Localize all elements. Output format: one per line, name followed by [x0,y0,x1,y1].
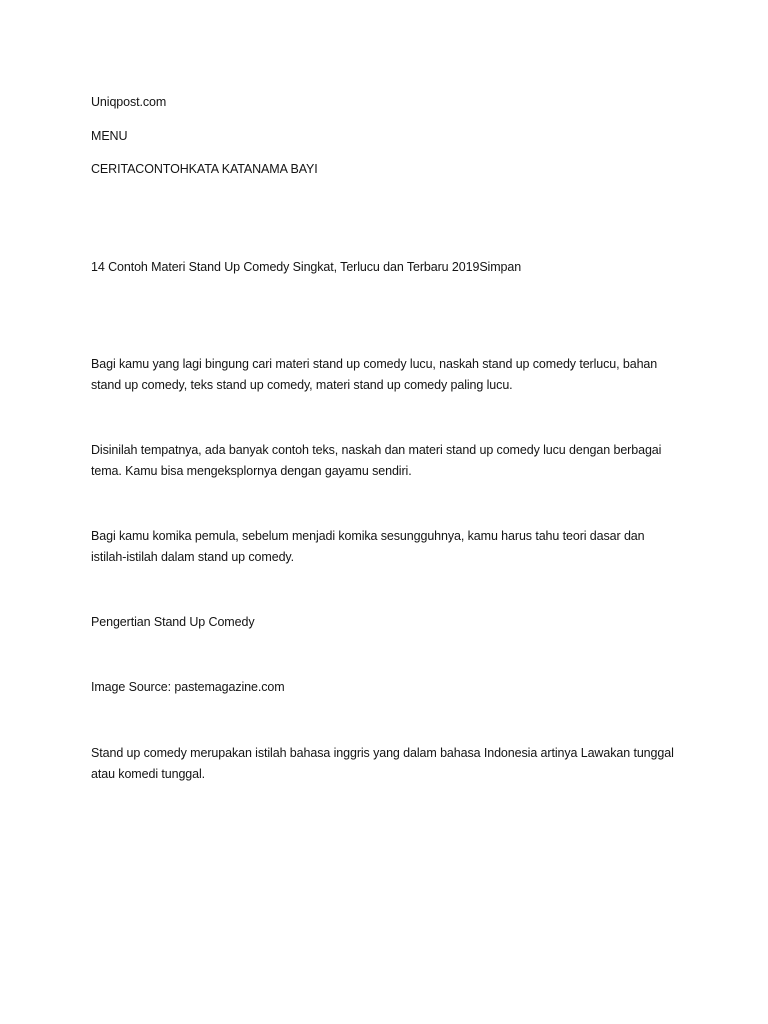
site-name: Uniqpost.com [91,95,167,109]
paragraph-beginner: Bagi kamu komika pemula, sebelum menjadi komika sesungguhnya, kamu harus tahu teori dasar dan istilah-istilah dalam stand up comedy. [91,529,645,564]
section-heading: Pengertian Stand Up Comedy [91,615,255,629]
image-source: Image Source: pastemagazine.com [91,680,285,694]
paragraph-place: Disinilah tempatnya, ada banyak contoh teks, naskah dan materi stand up comedy lucu dengan berbagai tema. Kamu bisa mengeksplornya dengan gayamu sendiri. [91,443,662,478]
menu-label: MENU [91,129,128,143]
article-title: 14 Contoh Materi Stand Up Comedy Singkat, Terlucu dan Terbaru 2019Simpan [91,260,522,274]
nav-links: CERITACONTOHKATA KATANAMA BAYI [91,162,318,176]
definition-paragraph: Stand up comedy merupakan istilah bahasa inggris yang dalam bahasa Indonesia artinya Lawakan tunggal atau komedi tunggal. [91,746,674,781]
paragraph-intro: Bagi kamu yang lagi bingung cari materi stand up comedy lucu, naskah stand up comedy terlucu, bahan stand up comedy, teks stand up comedy, materi stand up comedy paling lucu. [91,357,658,392]
